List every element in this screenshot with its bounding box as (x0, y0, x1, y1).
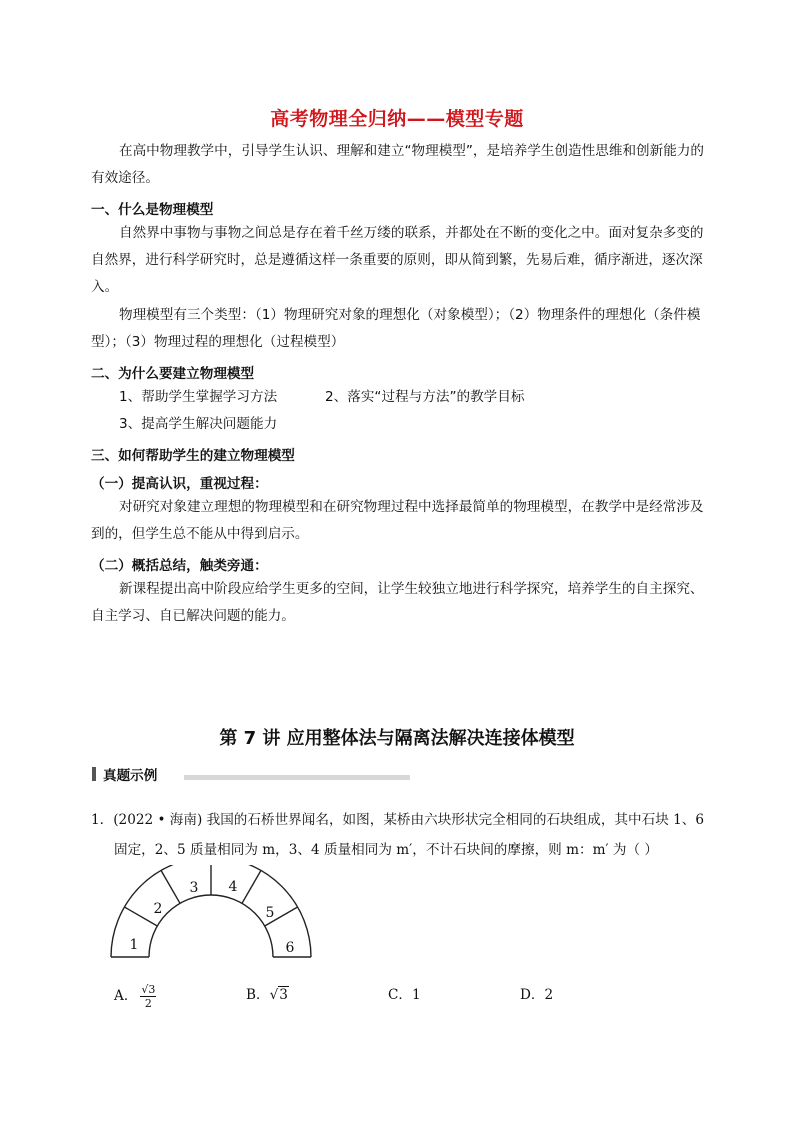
section-3-heading: 三、如何帮助学生的建立物理模型 (91, 448, 295, 464)
block-label-6: 6 (285, 940, 295, 956)
section-1-paragraph-1: 自然界中事物与事物之间总是存在着千丝万缕的联系，并都处在不断的变化之中。面对复杂多变的自然界，进行科学研究时，总是遵循这样一条重要的原则，即从简到繁，先易后难，循序渐进，逐次深入。 (91, 225, 704, 295)
intro-paragraph: 在高中物理教学中，引导学生认识、理解和建立“物理模型”，是培养学生创造性思维和创新能力的有效途径。 (91, 143, 705, 186)
option-b-radicand: 3 (279, 987, 288, 1003)
block-label-5: 5 (265, 905, 275, 921)
section-1-heading: 一、什么是物理模型 (91, 202, 214, 218)
stone-arch-diagram (100, 865, 325, 970)
section-3-sub-2: （二）概括总结，触类旁通： (91, 558, 268, 574)
question-line-2: 固定，2、5 质量相同为 m，3、4 质量相同为 m′，不计石块间的摩擦，则 m：m′ 为（ ） (114, 842, 658, 858)
section-2-item-2: 2、落实“过程与方法”的教学目标 (325, 389, 525, 405)
block-label-3: 3 (189, 880, 199, 896)
option-a-denominator: 2 (144, 997, 152, 1010)
option-d[interactable]: D．2 (520, 987, 554, 1003)
question-line-1: 1．(2022 • 海南) 我国的石桥世界闻名，如图，某桥由六块形状完全相同的石块组成，其中石块 1、6 (91, 812, 705, 828)
section-1-paragraph-2: 物理模型有三个类型：（1）物理研究对象的理想化（对象模型）；（2）物理条件的理想化（条件模型）；（3）物理过程的理想化（过程模型） (91, 307, 701, 350)
option-a-numerator: √3 (141, 983, 156, 996)
section-2-item-3: 3、提高学生解决问题能力 (119, 416, 278, 432)
option-c[interactable]: C．1 (388, 987, 421, 1003)
section-3-sub-1-text: 对研究对象建立理想的物理模型和在研究物理过程中选择最简单的物理模型，在教学中是经常涉及到的，但学生总不能从中得到启示。 (91, 499, 704, 542)
joint-1-2 (124, 907, 157, 926)
section-3-sub-2-text: 新课程提出高中阶段应给学生更多的空间，让学生较独立地进行科学探究，培养学生的自主探究、自主学习、自已解决问题的能力。 (91, 581, 704, 624)
arch-inner-edge (149, 895, 273, 957)
section-marker-bar (92, 767, 96, 781)
option-a-fraction (140, 983, 156, 1010)
section-divider (184, 775, 410, 780)
section-label: 真题示例 (103, 768, 158, 784)
option-b-sqrt-sign: √ (269, 987, 279, 1003)
section-2-item-1: 1、帮助学生掌握学习方法 (119, 389, 278, 405)
block-label-2: 2 (153, 901, 163, 917)
lecture-title: 第 7 讲 应用整体法与隔离法解决连接体模型 (219, 728, 575, 749)
joint-2-3 (161, 870, 180, 903)
option-b[interactable] (246, 983, 289, 1003)
document-title: 高考物理全归纳——模型专题 (270, 108, 524, 130)
option-b-label: B． (246, 987, 270, 1003)
section-2-heading: 二、为什么要建立物理模型 (91, 366, 255, 382)
section-3-sub-1: （一）提高认识，重视过程： (91, 476, 268, 492)
block-label-4: 4 (228, 879, 238, 895)
option-a[interactable] (114, 983, 156, 1010)
block-label-1: 1 (129, 937, 139, 953)
option-a-label: A． (114, 988, 138, 1004)
joint-4-5 (242, 870, 261, 903)
